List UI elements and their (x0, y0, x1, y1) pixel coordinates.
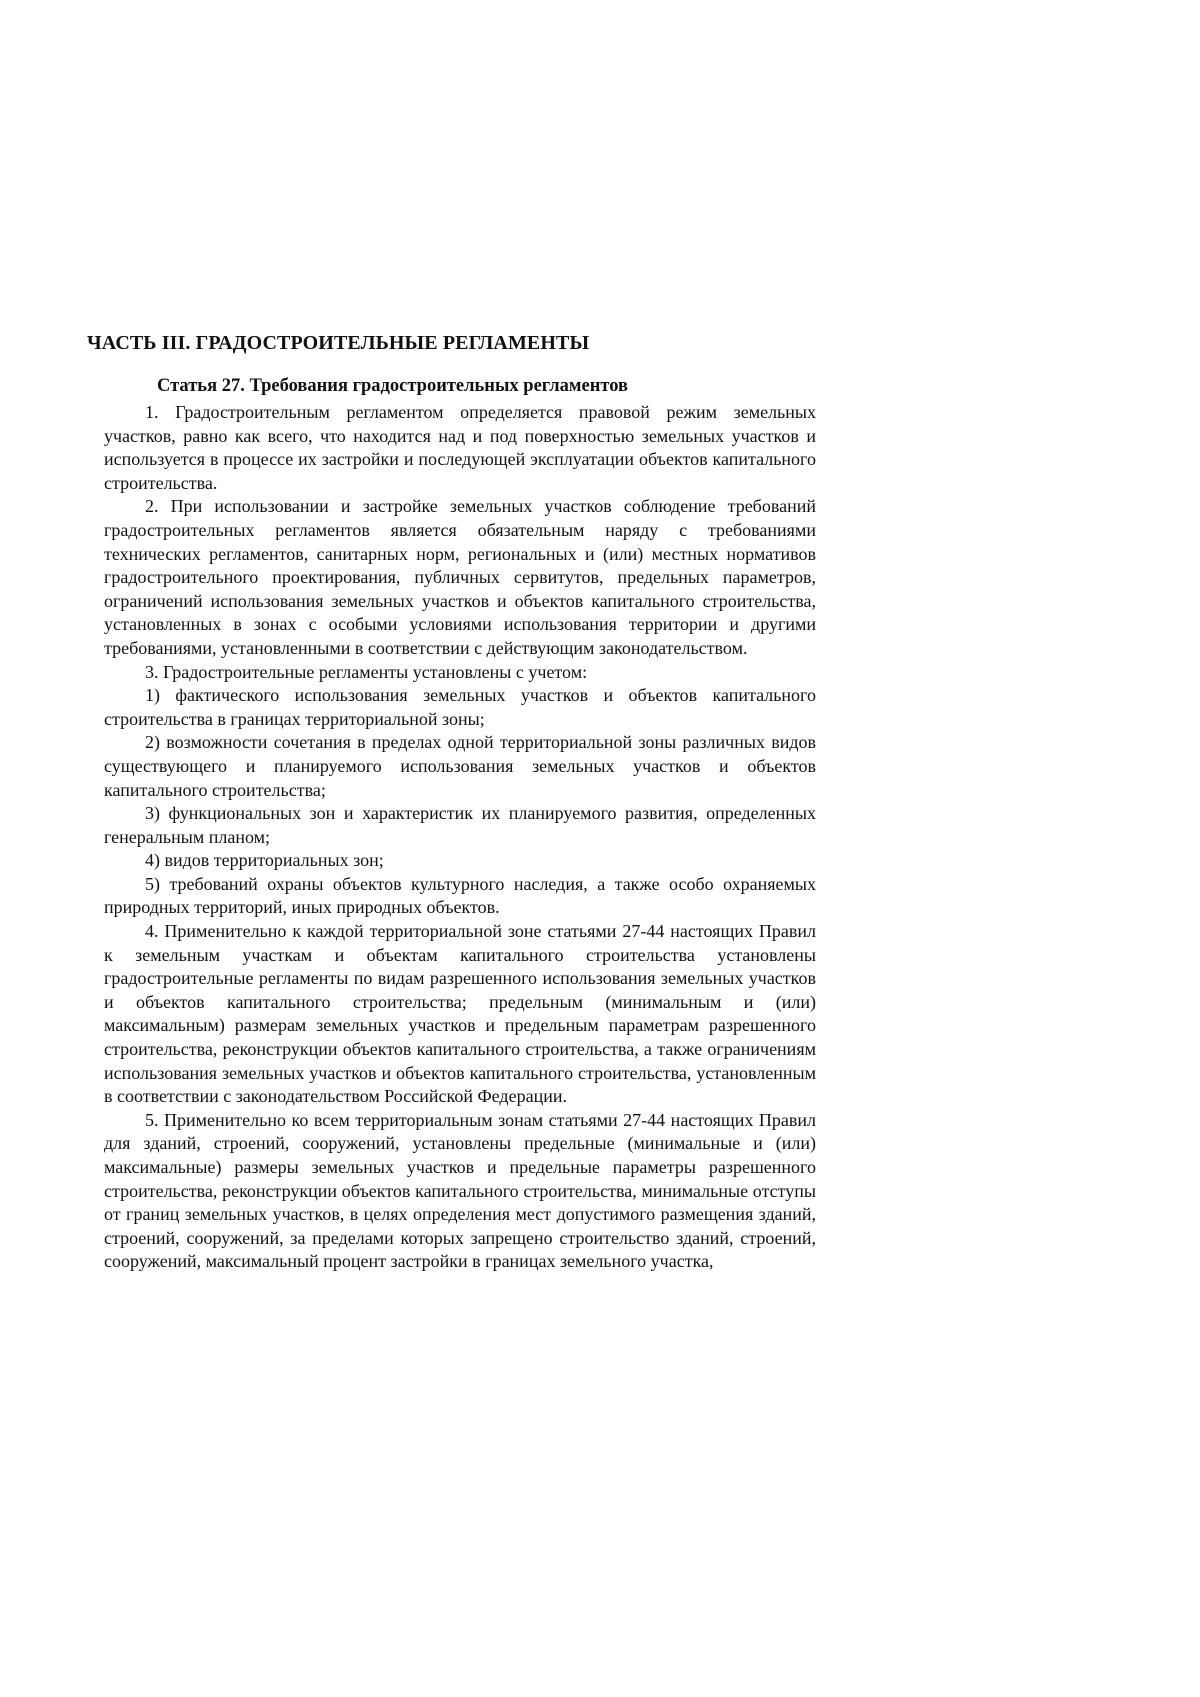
article-title: Статья 27. Требования градостроительных регламентов (157, 376, 628, 396)
paragraph-1: 1. Градостроительным регламентом определяется правовой режим земельных участков, равно как всего, что находится над и под поверхностью земельных участков и используется в процессе их застройки и последующей эксплуатации объектов капитального строительства. (104, 402, 816, 493)
list-item-5: 5) требований охраны объектов культурного наследия, а также особо охраняемых природных территорий, иных природных объектов. (104, 873, 816, 918)
article-body (104, 375, 816, 1274)
list-item-3: 3) функциональных зон и характеристик их планируемого развития, определенных генеральным планом; (104, 803, 816, 847)
part-title: ЧАСТЬ III. ГРАДОСТРОИТЕЛЬНЫЕ РЕГЛАМЕНТЫ (87, 332, 590, 354)
list-item-4: 4) видов территориальных зон; (145, 850, 384, 871)
list-item-1: 1) фактического использования земельных участков и объектов капитального строительства в границах территориальной зоны; (104, 685, 816, 729)
paragraph-3: 3. Градостроительные регламенты установлены с учетом: (145, 661, 588, 682)
list-item-2: 2) возможности сочетания в пределах одной территориальной зоны различных видов существующего и планируемого использования земельных участков и объектов капитального строительства; (104, 732, 816, 800)
paragraph-5: 5. Применительно ко всем территориальным зонам статьями 27-44 настоящих Правил для зданий, строений, сооружений, установлены предельные (минимальные и (или) максимальные) размеры земельных участков и предельные параметры разрешенного строительства, реконструкции объектов капитального строительства, минимальные отступы от границ земельных участков, в целях определения мест допустимого размещения зданий, строений, сооружений, за пределами которых запрещено строительство зданий, строений, сооружений, максимальный процент застройки в границах земельного участка, (104, 1109, 816, 1272)
paragraph-4: 4. Применительно к каждой территориальной зоне статьями 27-44 настоящих Правил к земельным участкам и объектам капитального строительства установлены градостроительные регламенты по видам разрешенного использования земельных участков и объектов капитального строительства; предельным (минимальным и (или) максимальным) размерам земельных участков и предельным параметрам разрешенного строительства, реконструкции объектов капитального строительства, а также ограничениям использования земельных участков и объектов капитального строительства, установленным в соответствии с законодательством Российской Федерации. (104, 921, 816, 1107)
paragraph-2: 2. При использовании и застройке земельных участков соблюдение требований градостроительных регламентов является обязательным наряду с требованиями технических регламентов, санитарных норм, региональных и (или) местных нормативов градостроительного проектирования, публичных сервитутов, предельных параметров, ограничений использования земельных участков и объектов капитального строительства, установленных в зонах с особыми условиями использования территории и другими требованиями, установленными в соответствии с действующим законодательством. (104, 496, 816, 658)
